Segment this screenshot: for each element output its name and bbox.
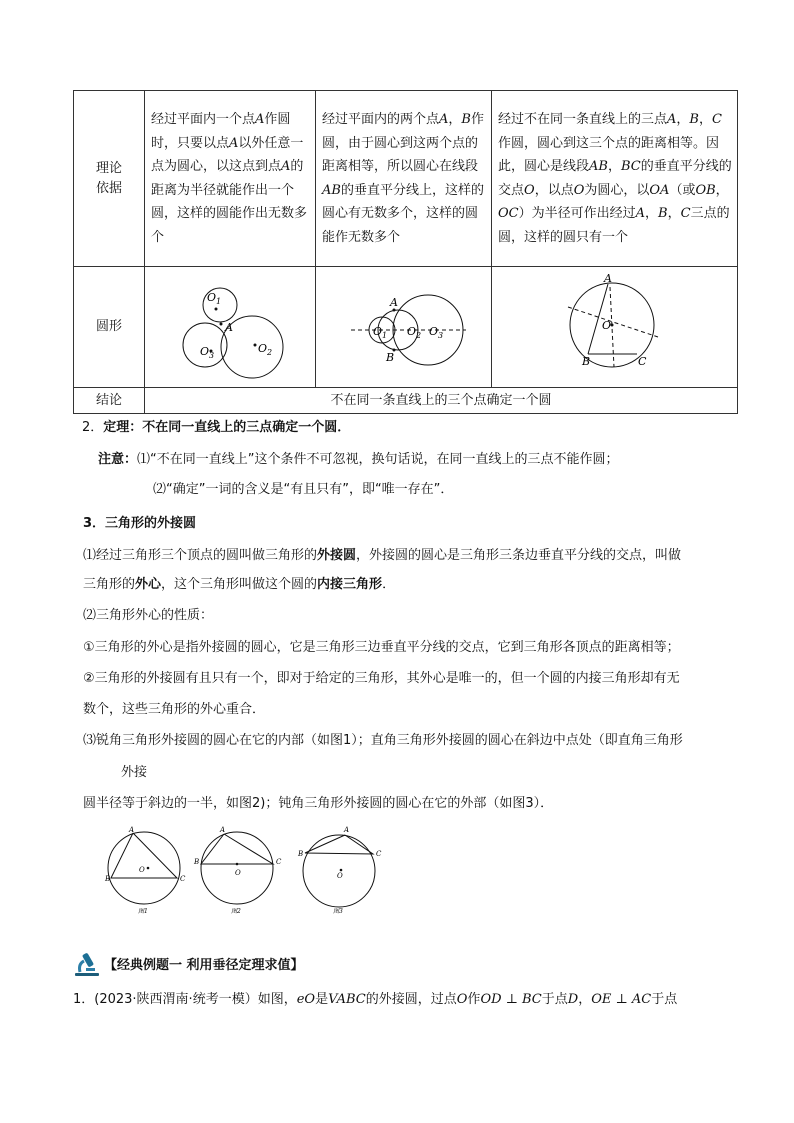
theory-three-points — [492, 91, 738, 267]
paragraph-1a: ⑴经过三角形三个顶点的圆叫做三角形的外接圆，外接圆的圆心是三角形三条边垂直平分线的交点，叫做 — [83, 548, 682, 563]
figure-label: 圆形 — [74, 267, 145, 388]
figure-1-acute — [104, 826, 186, 915]
text-segment: 作圆，圆心到这三个点的距离相等。因此，圆心是线段 — [498, 135, 720, 174]
text-segment: 经过平面内的两个点 — [322, 112, 440, 127]
math-var: OA — [649, 182, 670, 198]
circumcircle-heading: 3．三角形的外接圆 — [83, 516, 197, 531]
note-1: 注意：⑴“不在同一直线上”这个条件不可忽视，换句话说，在同一直线上的三点不能作圆； — [98, 452, 619, 467]
text-segment: 三点的圆，这样的圆只有一个 — [498, 206, 730, 245]
svg-text:B: B — [105, 875, 111, 883]
b-label: B — [386, 351, 395, 364]
b-label: B — [582, 355, 591, 368]
o2-label: $O_2$ — [407, 325, 422, 340]
svg-text:A: A — [344, 826, 350, 834]
math-var: OC — [498, 206, 519, 221]
paragraph-4b: 数个，这些三角形的外心重合． — [83, 702, 266, 717]
math-var: B — [461, 112, 471, 127]
o3-label: $O_3$ — [429, 325, 444, 340]
math-var: A — [439, 112, 449, 127]
math-var: B — [689, 112, 699, 127]
math-var: B — [658, 206, 668, 221]
text-segment: 以外任意一点为圆心，以这点到点 — [151, 135, 304, 174]
circumcircle-figures — [100, 824, 400, 916]
text-segment: 为圆心，以 — [584, 182, 650, 198]
text-segment: ， — [698, 112, 712, 127]
theory-table — [73, 90, 738, 414]
o1-label: $O_1$ — [373, 325, 388, 340]
figure-2-right — [193, 826, 282, 915]
text-segment: 经过不在同一条直线上的三点 — [498, 112, 668, 127]
two-point-circles-diagram — [316, 267, 492, 383]
paragraph-1b: 三角形的外心，这个三角形叫做这个圆的内接三角形． — [83, 577, 396, 592]
text-segment: ， — [448, 112, 462, 127]
text-segment: ， — [715, 182, 729, 198]
a-label: A — [225, 321, 233, 334]
math-var: O — [524, 182, 535, 198]
svg-text:C: C — [376, 850, 382, 858]
svg-text:图3: 图3 — [333, 908, 343, 915]
paragraph-5c: 圆半径等于斜边的一半，如图2)；钝角三角形外接圆的圆心在它的外部（如图3）． — [83, 796, 554, 811]
math-var: AB — [322, 182, 341, 198]
note-2: ⑵“确定”一词的含义是“有且只有”，即“唯一存在”． — [153, 482, 454, 497]
one-point-circles-diagram — [145, 267, 316, 383]
text-segment: ，以点 — [534, 182, 574, 198]
math-var: OB — [695, 182, 716, 198]
conclusion-label: 结论 — [74, 388, 145, 414]
text-segment: ， — [676, 112, 690, 127]
text-segment: 的垂直平分线上，这样的圆心有无数多个，这样的圆能作无数多个 — [322, 182, 484, 245]
paragraph-3: ①三角形的外心是指外接圆的圆心，它是三角形三边垂直平分线的交点，它到三角形各顶点的距离相等； — [83, 640, 680, 655]
paragraph-4a: ②三角形的外接圆有且只有一个，即对于给定的三角形，其外心是唯一的，但一个圆的内接三角形却有无 — [83, 671, 680, 686]
figure-one-point — [145, 267, 316, 388]
o-label: O — [602, 319, 612, 332]
math-var: BC — [620, 159, 641, 174]
math-var: A — [635, 206, 646, 221]
svg-text:图1: 图1 — [138, 908, 148, 915]
theory-label: 理论 依据 — [74, 91, 145, 267]
svg-text:C: C — [276, 858, 282, 866]
text-segment: （或 — [669, 182, 696, 198]
math-var: A — [255, 112, 265, 127]
paragraph-5a: ⑶锐角三角形外接圆的圆心在它的内部（如图1）；直角三角形外接圆的圆心在斜边中点处（即直角三角形 — [83, 733, 683, 748]
svg-text:C: C — [180, 875, 186, 883]
o1-label: $O_1$ — [207, 291, 222, 306]
a-label: A — [390, 296, 398, 309]
text-segment: 作圆，由于圆心到这两个点的距离相等，所以圆心在线段 — [322, 112, 484, 174]
theory-one-point — [145, 91, 316, 267]
question-1: 1．(2023·陕西渭南·统考一模）如图，eO是VABC的外接圆，过点O作OD ⊥ BC于点D，OE ⊥ AC于点 — [73, 992, 678, 1007]
paragraph-2: ⑵三角形外心的性质： — [83, 608, 214, 623]
example-heading: 【经典例题一 利用垂径定理求值】 — [104, 958, 304, 973]
math-var: A — [229, 135, 239, 151]
svg-text:B: B — [298, 850, 304, 858]
svg-text:B: B — [194, 858, 200, 866]
text-segment: ， — [607, 159, 621, 174]
svg-text:A: A — [129, 826, 135, 834]
microscope-icon — [72, 950, 102, 978]
paragraph-5b: 外接 — [121, 765, 148, 780]
math-var: O — [573, 182, 585, 198]
math-var: A — [281, 159, 291, 174]
text-segment: 作圆时，只要以点 — [151, 112, 291, 151]
figure-two-points — [316, 267, 492, 388]
conclusion-text: 不在同一条直线上的三个点确定一个圆 — [145, 388, 738, 414]
o2-label: $O_2$ — [258, 342, 273, 357]
o3-label: $O_3$ — [200, 345, 215, 360]
svg-text:O: O — [139, 866, 145, 874]
c-label: C — [638, 355, 647, 368]
theorem-line: 2．定理：不在同一直线上的三点确定一个圆． — [82, 420, 351, 435]
math-var: C — [712, 112, 722, 127]
text-segment: ， — [645, 206, 659, 221]
text-segment: 的垂直平分线的交点 — [498, 159, 732, 198]
svg-text:A: A — [220, 826, 226, 834]
theory-two-points — [316, 91, 492, 267]
three-point-circle-diagram — [492, 267, 738, 383]
math-var: A — [667, 112, 677, 127]
text-segment: 的距离为半径就能作出一个圆，这样的圆能作出无数多个 — [151, 159, 308, 245]
math-var: AB — [589, 159, 608, 174]
svg-text:O: O — [235, 869, 241, 877]
math-var: C — [680, 206, 691, 221]
text-segment: ）为半径可作出经过 — [518, 206, 636, 221]
svg-text:图2: 图2 — [231, 908, 241, 915]
svg-text:O: O — [337, 872, 343, 880]
text-segment: ， — [667, 206, 681, 221]
a-label: A — [604, 272, 612, 285]
text-segment: 经过平面内一个点 — [151, 112, 256, 127]
figure-three-points — [492, 267, 738, 388]
figure-3-obtuse — [297, 826, 382, 915]
